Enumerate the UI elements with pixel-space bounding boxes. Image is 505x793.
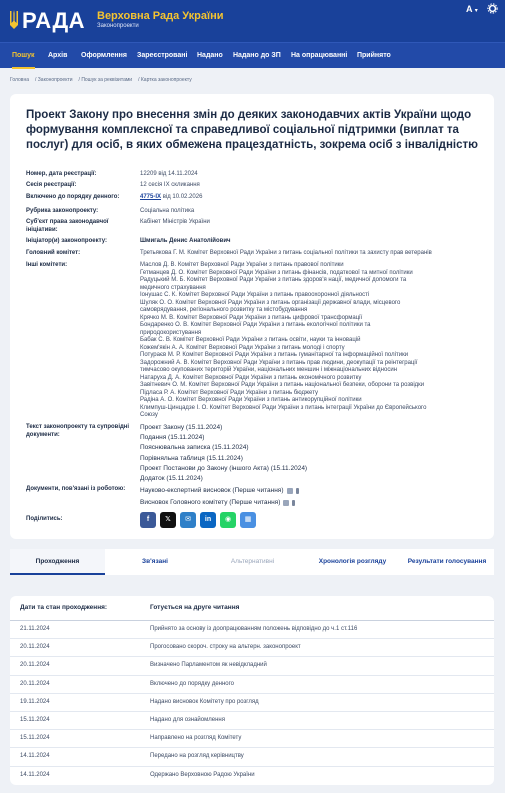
initiator-value: Шмигаль Денис Анатолійович xyxy=(140,238,231,244)
row-status: Одержано Верховною Радою України xyxy=(150,771,255,778)
subject-label: Суб'єкт права законодавчої ініціативи: xyxy=(26,219,109,233)
nav-registered[interactable]: Зареєстровані xyxy=(137,52,188,59)
row-status: Визначено Парламентом як невідкладний xyxy=(150,662,267,669)
row-date: 14.11.2024 xyxy=(20,771,50,778)
nav-adopted[interactable]: Прийнято xyxy=(357,52,391,59)
tab-progress[interactable]: Проходження xyxy=(10,549,105,575)
table-row xyxy=(10,694,494,712)
list-item: Підласа Р. А. Комітет Верховної Ради України з питань бюджету xyxy=(140,389,319,396)
table-row xyxy=(10,639,494,657)
list-item: Крячко М. В. Комітет Верховної Ради України з питань цифрової трансформації xyxy=(140,314,363,321)
session-value: 12 сесія IX скликання xyxy=(140,182,200,188)
list-item: Кожем'якін А. А. Комітет Верховної Ради України з питань молоді і спорту xyxy=(140,344,345,351)
row-date: 20.11.2024 xyxy=(20,662,50,669)
trident-logo-icon xyxy=(9,9,19,31)
list-item: Потураєв М. Р. Комітет Верховної Ради України з питань гуманітарної та інформаційної політики xyxy=(140,352,409,358)
agenda-label: Включено до порядку денного: xyxy=(26,194,120,200)
list-item: Завітневич О. М. Комітет Верховної Ради України з питань національної безпеки, оборони та розвідки xyxy=(140,382,425,388)
agenda-link[interactable]: 4775-IX xyxy=(140,194,162,200)
related-docs-list xyxy=(140,485,488,509)
list-item: Маслов Д. В. Комітет Верховної Ради України з питань правової політики xyxy=(140,262,344,268)
document-link[interactable]: Проект Закону (15.11.2024) xyxy=(140,424,223,431)
document-link[interactable]: Подання (15.11.2024) xyxy=(140,434,205,442)
related-doc-link[interactable]: Науково-експертний висновок (Перше читання) xyxy=(140,487,284,494)
row-status: Направлено на розгляд Комітету xyxy=(150,735,242,742)
font-size-control[interactable] xyxy=(466,4,478,14)
row-status: Включено до порядку денного xyxy=(150,680,235,687)
rubric-value: Соціальна політика xyxy=(140,208,195,214)
session-label: Сесія реєстрації: xyxy=(26,182,77,188)
progress-table xyxy=(10,596,494,785)
nav-drafting[interactable]: Оформлення xyxy=(81,52,127,59)
nav-archive[interactable]: Архів xyxy=(48,52,68,59)
row-date: 21.11.2024 xyxy=(20,626,50,632)
list-item: Радуцький М. Б. Комітет Верховної Ради України з питань здоров'я нації, медичної допомоги та xyxy=(140,277,407,283)
document-link[interactable]: Додаток (15.11.2024) xyxy=(140,475,203,483)
linkedin-icon[interactable]: in xyxy=(200,512,216,528)
reg-label: Номер, дата реєстрації: xyxy=(26,171,97,177)
tab-voting-results[interactable]: Результати голосування xyxy=(407,558,487,565)
row-status: Передано на розгляд керівництву xyxy=(150,753,244,760)
table-row xyxy=(10,657,494,675)
breadcrumb-current: Картка законопроекту xyxy=(140,77,192,83)
related-docs-label: Документи, пов'язані із роботою: xyxy=(26,486,126,492)
site-subtitle: Законопроекти xyxy=(97,23,139,29)
list-item: Задорожний А. В. Комітет Верховної Ради України з питань прав людини, деокупації та реінтеграції xyxy=(140,359,418,366)
tab-related[interactable]: Зв'язані xyxy=(142,558,168,565)
row-status: Прогосовано скороч. строку на альтерн. законопроект xyxy=(150,644,301,651)
nav-processing[interactable]: На опрацюванні xyxy=(291,52,348,59)
list-item: Климпуш-Цинцадзе І. О. Комітет Верховної Ради України з питань інтеграції України до Європейського xyxy=(140,404,427,411)
telegram-icon[interactable]: ✉ xyxy=(180,512,196,528)
font-size-label: A xyxy=(466,4,473,14)
font-size-dropdown-icon: ▾ xyxy=(474,8,478,14)
row-date: 15.11.2024 xyxy=(20,735,50,742)
table-row xyxy=(10,730,494,748)
row-date: 20.11.2024 xyxy=(20,644,50,651)
main-committee-label: Головний комітет: xyxy=(26,250,81,256)
list-item: природокористування xyxy=(140,329,202,336)
initiator-label: Ініціатор(и) законопроекту: xyxy=(26,238,107,244)
list-item: медичного страхування xyxy=(140,284,206,291)
list-item: тимчасово окупованих територій України, національних меншин і міжнаціональних відносин xyxy=(140,367,398,373)
lock-icon xyxy=(287,488,293,494)
list-item: Союзу xyxy=(140,412,158,418)
related-doc-link[interactable]: Висновок Головного комітету (Перше читання) xyxy=(140,499,281,506)
rubric-label: Рубрика законопроекту: xyxy=(26,208,99,214)
file-icon xyxy=(296,488,299,494)
list-item[interactable] xyxy=(140,485,488,497)
table-header xyxy=(10,596,494,621)
site-logo[interactable]: РАДА xyxy=(22,8,86,33)
table-row xyxy=(10,621,494,639)
table-row xyxy=(10,767,494,785)
list-item: Радіна А. О. Комітет Верховної Ради України з питань антикорупційної політики xyxy=(140,397,362,403)
row-status: Надано для ознайомлення xyxy=(150,717,225,723)
bill-card xyxy=(10,94,494,539)
table-row xyxy=(10,712,494,730)
agenda-date: від 10.02.2026 xyxy=(162,194,203,200)
list-item: Натаруха Д. А. Комітет Верховної Ради України з питань економічного розвитку xyxy=(140,374,362,381)
nav-submitted-zp[interactable]: Надано до ЗП xyxy=(233,52,281,59)
facebook-icon[interactable]: f xyxy=(140,512,156,528)
list-item: Іонушас С. К. Комітет Верховної Ради України з питань правоохоронної діяльності xyxy=(140,292,370,298)
share-label: Поділитись: xyxy=(26,516,63,522)
list-item: Гетманцев Д. О. Комітет Верховної Ради України з питань фінансів, податкової та митної політики xyxy=(140,269,413,276)
breadcrumb-home[interactable]: Головна xyxy=(10,77,29,83)
whatsapp-icon[interactable]: ◉ xyxy=(220,512,236,528)
other-committees-label: Інші комітети: xyxy=(26,262,68,268)
bill-tabs xyxy=(10,549,494,575)
tab-chronology[interactable]: Хронологія розгляду xyxy=(318,558,387,565)
row-status: Прийнято за основу із доопрацюванням положень відповідно до ч.1 ст.116 xyxy=(150,626,358,632)
breadcrumb-bills[interactable]: Законопроекти xyxy=(37,77,73,83)
agenda-value xyxy=(140,194,488,202)
row-date: 14.11.2024 xyxy=(20,753,50,760)
row-date: 15.11.2024 xyxy=(20,717,50,723)
document-link[interactable]: Пояснювальна записка (15.11.2024) xyxy=(140,444,249,452)
col-header-status: Готується на друге читання xyxy=(150,604,240,611)
document-link[interactable]: Проект Постанови до Закону (іншого Акта) (15.11.2024) xyxy=(140,464,308,472)
x-twitter-icon[interactable]: 𝕏 xyxy=(160,512,176,528)
lock-icon xyxy=(283,500,289,506)
bill-title: Проект Закону про внесення змін до деяких законодавчих актів України щодо формування комплексної та справедливої соціальної підтримки (виплат та послуг) для осіб, в яких обмежена працездатність, зокрема осіб з інвалідністю xyxy=(26,109,478,151)
site-title: Верховна Рада України xyxy=(97,10,224,22)
list-item[interactable] xyxy=(140,497,488,509)
table-row xyxy=(10,748,494,766)
row-date: 19.11.2024 xyxy=(20,698,50,705)
row-date: 20.11.2024 xyxy=(20,680,50,687)
col-header-date: Дати та стан проходження: xyxy=(20,604,108,611)
other-committees-list xyxy=(140,262,488,420)
list-item: Шуляк О. О. Комітет Верховної Ради України з питань організації державної влади, місцевого xyxy=(140,299,401,306)
tab-alternatives[interactable]: Альтернативні xyxy=(230,558,275,565)
list-item: самоврядування, регіонального розвитку та містобудування xyxy=(140,307,308,313)
table-row xyxy=(10,676,494,694)
reg-value: 12209 від 14.11.2024 xyxy=(140,171,198,177)
list-item: Бабак С. В. Комітет Верховної Ради України з питань освіти, науки та інновацій xyxy=(140,337,361,343)
nav-search[interactable]: Пошук xyxy=(12,43,35,69)
share-buttons xyxy=(140,512,256,528)
breadcrumb: Головна / Законопроекти / Пошук за реквізитами / Картка законопроекту xyxy=(10,77,192,83)
breadcrumb-search[interactable]: Пошук за реквізитами xyxy=(81,77,133,83)
texts-label: Текст законопроекту та супровідні документи: xyxy=(26,424,130,438)
gear-icon[interactable] xyxy=(487,3,498,14)
main-nav xyxy=(0,42,505,68)
site-header xyxy=(0,0,505,42)
nav-submitted[interactable]: Надано xyxy=(197,52,223,59)
subject-value: Кабінет Міністрів України xyxy=(140,219,210,225)
list-item: Бондаренко О. В. Комітет Верховної Ради України з питань екологічної політики та xyxy=(140,322,371,328)
document-link[interactable]: Порівняльна таблиця (15.11.2024) xyxy=(140,454,243,462)
texts-list xyxy=(140,423,488,484)
main-committee-value: Третьякова Г. М. Комітет Верховної Ради України з питань соціальної політики та захисту прав ветеранів xyxy=(140,250,432,256)
copy-link-icon[interactable]: ▦ xyxy=(240,512,256,528)
file-icon xyxy=(292,500,295,506)
row-status: Надано висновок Комітету про розгляд xyxy=(150,698,259,705)
